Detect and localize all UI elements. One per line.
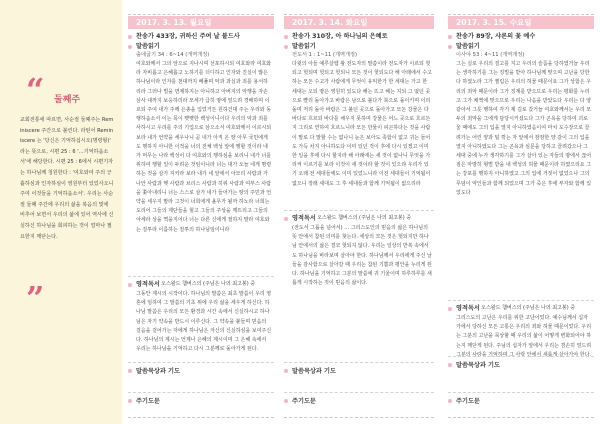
lords-prayer-label: 주기도문	[456, 398, 480, 405]
divider	[448, 417, 594, 418]
bullet-icon	[284, 217, 288, 221]
reading-label: 영적독서	[292, 215, 316, 222]
reading-section	[448, 304, 594, 360]
hymn-title: 찬송가 310장, 아 하나님의 은혜로	[292, 33, 388, 40]
bullet-icon	[448, 45, 452, 49]
sidebar	[0, 0, 122, 424]
reading-section	[128, 280, 274, 364]
reading-text: 그리스도의 고난은 우리를 위한 고난이었다. 예수님께서 십자가에서 당하신 모든 고통은 우리의 죄와 허물 때문이었다. 우리는 그분의 고난을 묵상할 때 우리의 삶이 어떻게 변화되어야 하는지 깨닫게 된다. 주님의 십자가 앞에서 우리는 겸손히 엎드려 그분의 사랑을 기억하며 그 사랑 안에서 새롭게 살아가야 한다.	[456, 315, 592, 358]
divider	[284, 14, 434, 15]
hymn-section	[128, 32, 274, 41]
word-section	[284, 42, 434, 208]
divider	[128, 417, 274, 418]
date-header: 2017. 3. 15. 수요일	[448, 16, 594, 29]
reading-label: 영적독서	[456, 305, 480, 312]
word-section	[448, 42, 594, 298]
bullet-icon	[448, 399, 452, 403]
week-title: 둘째주	[54, 95, 81, 105]
reading-source: 오스왈드 챔버스의 (주님은 나의 최고봉) 중	[161, 281, 256, 287]
scripture-text: 그는 실로 우리의 질고를 지고 우리의 슬픔을 당하였거늘 우리는 생각하기를 그는 징벌을 받아 하나님께 맞으며 고난을 당한다 하였노라 그가 찔림은 우리의 허물 때문이요 그가 상함은 우리의 죄악 때문이라 그가 징계를 받으므로 우리는 평화를 누리고 그가 채찍에 맞으므로 우리는 나음을 받았도다 우리는 다 양 같아서 그릇 행하여 각기 제 길로 갔거늘 여호와께서는 우리 모두의 죄악을 그에게 담당시키셨도다 그가 곤욕을 당하여 괴로울 때에도 그의 입을 열지 아니하였음이여 마치 도수장으로 끌려가는 어린 양과 털 깎는 자 앞에서 잠잠한 양 같이 그의 입을 열지 아니하였도다 그는 곤욕과 심문을 당하고 끌려갔으나 그 세대 중에 누가 생각하기를 그가 살아 있는 자들의 땅에서 끊어짐은 마땅히 형벌 받을 내 백성의 허물 때문이라 하였으리요 그는 강포를 행하지 아니하였고 그의 입에 거짓이 없었으나 그의 무덤이 악인들과 함께 되었으며 그가 죽은 후에 부자와 함께 있었도다	[456, 61, 592, 196]
divider	[284, 392, 434, 393]
reading-text: 그동안 계시의 시작이다. 하나님의 말씀은 최초 말씀이 우리 영혼에 임하여 그 말씀의 기초 위에 우리 삶을 세우게 하신다. 하나님 말씀은 우리의 모든 환경과 시간 속에서 신실하시고 하나님은 자기 약속을 반드시 이루신다. 그 약속을 붙들며 믿음의 걸음을 걸어가는 자에게 하나님은 자신의 신실하심을 보여주신다. 하나님의 계시는 언제나 은혜의 계시이며 그 은혜 속에서 우리는 하나님을 기억하고 다시 그분께로 돌아가게 된다.	[136, 291, 272, 353]
hymn-title: 찬송가 89장, 샤론의 꽃 예수	[456, 33, 536, 40]
day-column-wednesday	[448, 0, 594, 424]
week-intro-text: 교회전통에 따르면, 사순절 둘째주는 Reminiscere 주간으로 불린다. 라틴어 Reminiscere 는 '당신은 기억하십시오(명령형)' 라는 뜻으로, 시편 25 : 6 '…기억하옵소서'에 해당한다. 시편 25 : 6에서 시편기자는 하나님께 청원한다 : '여호와여 주의 긍휼하심과 인자하심이 영원부터 있었사오니 주여 이것들을 기억하옵소서'. 우리는 사순절 둘째 주간에 우리의 삶을 복음의 빛에 비추어 보면서 우리의 삶에 있어 역사에 신실하신 하나님을 회피하는 것이 얼마나 필요한지 깨닫는다.	[20, 117, 114, 240]
scripture-reference: 이사야 53 : 4~11 (개역개정)	[456, 52, 525, 58]
quote-mark-close-icon: ”	[26, 279, 41, 317]
scripture-text: 다윗의 아들 예루살렘 왕 전도자의 말씀이라 전도자가 이르되 헛되고 헛되며 헛되고 헛되니 모든 것이 헛되도다 해 아래에서 수고하는 모든 수고가 사람에게 무엇이 유익한가 한 세대는 가고 한 세대는 오되 땅은 영원히 있도다 해는 뜨고 해는 지되 그 떴던 곳으로 빨리 돌아가고 바람은 남으로 불다가 북으로 돌이키며 이리 돌며 저리 돌아 바람은 그 불던 곳으로 돌아가고 모든 강물은 다 바다로 흐르되 바다를 채우지 못하며 강물은 어느 곳으로 흐르든지 그리로 연하여 흐르느니라 모든 만물이 피곤하다는 것을 사람이 말로 다 말할 수는 없나니 눈은 보아도 족함이 없고 귀는 들어도 가득 차지 아니하도다 이미 있던 것이 후에 다시 있겠고 이미 한 일을 후에 다시 할지라 해 아래에는 새 것이 없나니 무엇을 가리켜 이르기를 보라 이것이 새 것이라 할 것이 있으랴 우리가 있기 오래 전 세대들에도 이미 있었느니라 이전 세대들이 기억됨이 없으니 장래 세대도 그 후 세대들과 함께 기억됨이 없으리라	[292, 61, 432, 187]
reading-section	[284, 214, 434, 364]
divider	[448, 300, 594, 301]
divider	[284, 417, 434, 418]
word-label: 말씀읽기	[136, 43, 160, 50]
reading-source: 오스왈드 챔버스의 (주님은 나의 최고봉) 중	[481, 305, 576, 311]
quote-mark-open-icon: “	[26, 71, 41, 109]
day-column-monday	[128, 0, 274, 424]
date-header: 2017. 3. 14. 화요일	[284, 16, 434, 29]
bullet-icon	[284, 35, 288, 39]
bullet-icon	[284, 399, 288, 403]
reading-label: 영적독서	[136, 281, 160, 288]
bullet-icon	[448, 35, 452, 39]
divider	[128, 276, 274, 277]
word-label: 말씀읽기	[456, 43, 480, 50]
divider	[128, 14, 274, 15]
hymn-section	[284, 32, 434, 41]
prayer-label: 말씀묵상과 기도	[292, 368, 336, 375]
scripture-text: 여호와께서 그의 앞으로 지나시며 선포하시되 여호와라 여호와라 자비롭고 은혜롭고 노하기를 더디하고 인자와 진실이 많은 하나님이라 인자를 천대까지 베풀며 악과 과실과 죄를 용서하리라 그러나 벌을 면제하지는 아니하고 아버지의 악행을 자손 삼사 대까지 보응하리라 모세가 급히 땅에 엎드려 경배하며 이르되 주여 내가 주께 은총을 입었거든 원하건대 주는 우리와 동행하옵소서 이는 목이 뻣뻣한 백성이니이다 우리의 악과 죄를 사하시고 우리를 주의 기업으로 삼으소서 여호와께서 이르시되 보라 내가 언약을 세우나니 곧 내가 아직 온 땅 아무 국민에게도 행하지 아니한 이적을 너의 전체 백성 앞에 행할 것이라 네가 머무는 나라 백성이 다 여호와의 행하심을 보리니 내가 너를 위하여 행할 일이 두려운 것임이니라 너는 내가 오늘 네게 명령하는 것을 삼가 지키라 보라 내가 네 앞에서 아모리 사람과 가나안 사람과 헷 사람과 브리스 사람과 히위 사람과 여부스 사람을 쫓아내리니 너는 스스로 삼가 네가 들어가는 땅의 주민과 언약을 세우지 말라 그것이 너희에게 올무가 될까 하노라 너희는 도리어 그들의 제단들을 헐고 그들의 주상을 깨뜨리고 그들의 아세라 상을 찍을지어다 너는 다른 신에게 절하지 말라 여호와는 질투라 이름하는 질투의 하나님임이니라	[136, 61, 272, 233]
bullet-icon	[448, 363, 452, 367]
divider	[448, 356, 594, 357]
prayer-label: 말씀묵상과 기도	[456, 362, 500, 369]
bullet-icon	[128, 369, 132, 373]
bullet-icon	[128, 35, 132, 39]
divider	[128, 392, 274, 393]
divider	[284, 210, 434, 211]
reading-text: (전도서 그룹을 넘어서) … 그리스도인의 믿음의 삶은 하나님의 뜻 안에서 참된 의미를 찾는다. 세상의 모든 것은 헛되지만 하나님 안에서의 삶은 결코 헛되지 않다. 우리는 일상의 반복 속에서도 하나님을 바라보며 살아야 한다. 하나님께서 우리에게 주신 날들을 감사함으로 살아갈 때 우리는 참된 기쁨과 평안을 누리게 된다. 하나님을 기억하고 그분의 말씀에 귀 기울이며 하루하루를 새롭게 시작하는 것이 믿음의 삶이다.	[292, 225, 432, 287]
bullet-icon	[128, 45, 132, 49]
bullet-icon	[448, 307, 452, 311]
divider	[284, 362, 434, 363]
hymn-section	[448, 32, 594, 41]
bullet-icon	[128, 283, 132, 287]
bullet-icon	[284, 369, 288, 373]
lords-prayer-label: 주기도문	[136, 398, 160, 405]
date-header: 2017. 3. 13. 월요일	[128, 16, 274, 29]
bullet-icon	[128, 399, 132, 403]
word-section	[128, 42, 274, 273]
prayer-label: 말씀묵상과 기도	[136, 368, 180, 375]
divider	[128, 362, 274, 363]
word-label: 말씀읽기	[292, 43, 316, 50]
bullet-icon	[284, 45, 288, 49]
scripture-reference: 출애굽기 34 : 6~14 (개역개정)	[136, 52, 210, 58]
divider	[448, 392, 594, 393]
day-column-tuesday	[284, 0, 434, 424]
hymn-title: 찬송가 433장, 귀하신 주여 날 붙드사	[136, 33, 240, 40]
scripture-reference: 전도서 1 : 1~11 (개역개정)	[292, 52, 358, 58]
reading-source: 오스왈드 챔버스의 (주님은 나의 최고봉) 중	[317, 215, 412, 221]
lords-prayer-label: 주기도문	[292, 398, 316, 405]
divider	[448, 14, 594, 15]
